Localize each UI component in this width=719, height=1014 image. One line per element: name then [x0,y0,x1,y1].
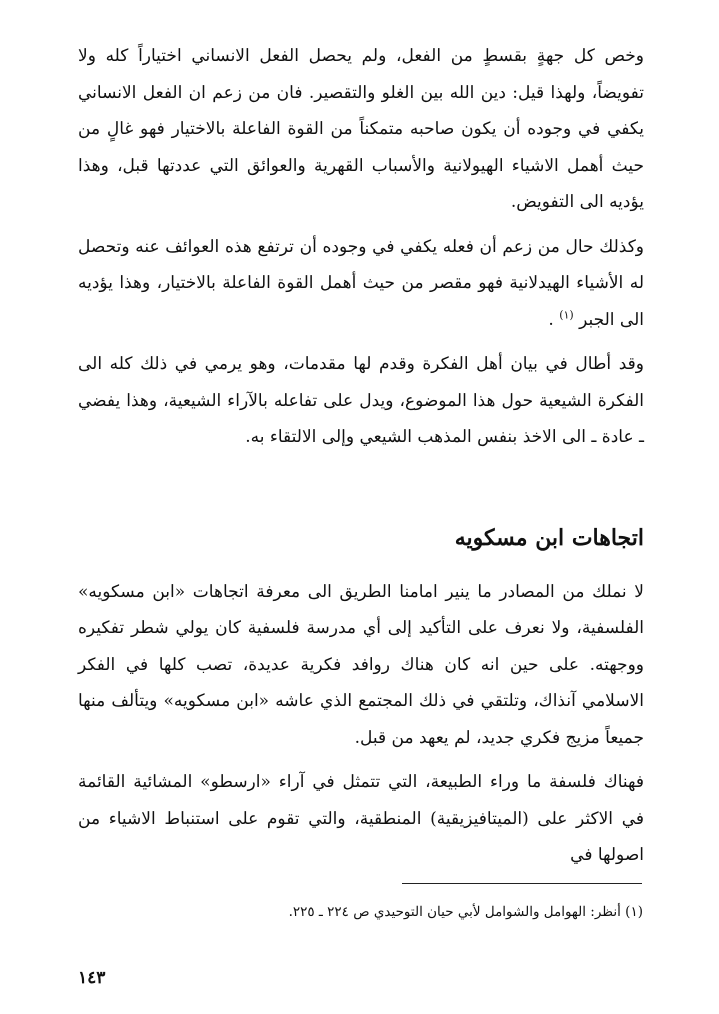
paragraph-4: لا نملك من المصادر ما ينير امامنا الطريق الى معرفة اتجاهات «ابن مسكويه» الفلسفية، ولا نعرف على التأكيد إلى أي مدرسة فلسفية كان يولي شطر تفكيره ووجهته. على حين انه كان هناك روافد فكرية عديدة، تصب كلها في الفكر الاسلامي آنذاك، وتلتقي في ذلك المجتمع الذي عاشه «ابن مسكويه» ويتألف منها جميعاً مزيج فكري جديد، لم يعهد من قبل. [78,581,644,748]
footnote-divider [402,883,642,884]
page-body [78,38,644,874]
page-number: ١٤٣ [78,968,106,988]
footnote: (١) أنظر: الهوامل والشوامل لأبي حيان التوحيدي ص ٢٢٤ ـ ٢٢٥. [288,904,643,920]
paragraph-1: وخص كل جهةٍ بقسطٍ من الفعل، ولم يحصل الفعل الانساني اختياراً كله ولا تفويضاً، ولهذا قيل: دين الله بين الغلو والتقصير. فان من زعم ان الفعل الانساني يكفي في وجوده أن يكون صاحبه متمكناً من القوة الفاعلة بالاختيار فهو غالٍ من حيث أهمل الاشياء الهيولانية والأسباب القهرية والعوائق التي عددتها قبل، وهذا يؤديه الى التفويض. [78,46,644,212]
paragraph-2-text: وكذلك حال من زعم أن فعله يكفي في وجوده أن ترتفع هذه العوائف عنه وتحصل له الأشياء الهيدلانية فهو مقصر من حيث أهمل القوة الفاعلة بالاختيار، وهذا يؤديه الى الجبر [78,236,644,330]
paragraph-2 [78,229,644,339]
paragraph-5: فهناك فلسفة ما وراء الطبيعة، التي تتمثل في آراء «ارسطو» المشائية القائمة في الاكثر على (الميتافيزيقية) المنطقية، والتي تقوم على استنباط الاشياء من اصولها في [78,772,644,865]
footnote-reference: (١) [559,307,574,321]
paragraph-2-end: . [548,309,554,330]
section-heading: اتجاهات ابن مسكويه [454,524,644,551]
paragraph-3: وقد أطال في بيان أهل الفكرة وقدم لها مقدمات، وهو يرمي في ذلك كله الى الفكرة الشيعية حول هذا الموضوع، ويدل على تفاعله بالآراء الشيعية، وهذا يفضي ـ عادة ـ الى الاخذ بنفس المذهب الشيعي وإلى الالتقاء به. [78,354,644,447]
